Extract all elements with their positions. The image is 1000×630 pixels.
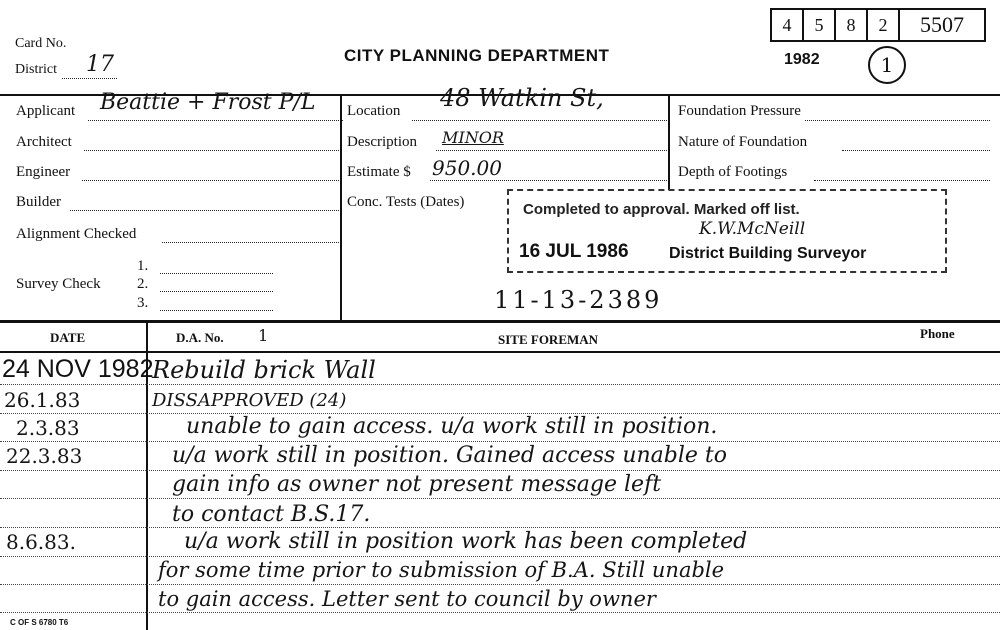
- entry-text: gain info as owner not present message left: [172, 472, 662, 497]
- survey-item-2: 2.: [137, 276, 149, 292]
- stamp-line1: Completed to approval. Marked off list.: [523, 201, 800, 218]
- entry-text: u/a work still in position. Gained access unable to: [172, 443, 727, 468]
- survey-check-label: Survey Check: [16, 276, 101, 292]
- card-no-label: Card No.: [15, 36, 67, 51]
- estimate-value: 950.00: [432, 156, 502, 180]
- page-title: CITY PLANNING DEPARTMENT: [344, 46, 610, 65]
- entry-text: to gain access. Letter sent to council by owner: [158, 587, 656, 611]
- da-no-label: D.A. No.: [176, 330, 224, 345]
- estimate-label: Estimate $: [347, 164, 411, 180]
- file-box-2: 5: [802, 8, 836, 42]
- date-column-header: DATE: [50, 330, 86, 345]
- district-label: District: [15, 62, 57, 77]
- site-foreman-header: SITE FOREMAN: [498, 332, 599, 347]
- applicant-value: Beattie + Frost P/L: [100, 90, 316, 115]
- entry-date: 26.1.83: [4, 388, 81, 412]
- approval-stamp: [507, 189, 947, 273]
- entry-date: 8.6.83.: [6, 530, 76, 554]
- district-value: 17: [86, 52, 114, 77]
- footer-code: C OF S 6780 T6: [10, 618, 69, 627]
- builder-label: Builder: [16, 194, 61, 210]
- engineer-label: Engineer: [16, 164, 71, 180]
- entry-text: u/a work still in position work has been completed: [184, 529, 748, 554]
- survey-item-1: 1.: [137, 258, 149, 274]
- entry-date: 2.3.83: [16, 416, 80, 440]
- entry-text: to contact B.S.17.: [172, 502, 371, 527]
- phone-header: Phone: [920, 326, 955, 341]
- stamp-signature: K.W.McNeill: [699, 219, 806, 239]
- location-value: 48 Watkin St,: [440, 84, 604, 112]
- foundation-pressure-label: Foundation Pressure: [678, 103, 801, 119]
- entry-date: 22.3.83: [6, 444, 83, 468]
- entry-date: 24 NOV 1982: [2, 355, 154, 383]
- circled-number: 1: [868, 46, 906, 84]
- description-label: Description: [347, 134, 417, 150]
- alignment-label: Alignment Checked: [16, 226, 137, 242]
- year-label: 1982: [784, 51, 820, 68]
- file-box-1: 4: [770, 8, 804, 42]
- file-box-3: 8: [834, 8, 868, 42]
- file-number-box: 5507: [898, 8, 986, 42]
- conc-tests-label: Conc. Tests (Dates): [347, 194, 465, 210]
- survey-item-3: 3.: [137, 295, 149, 311]
- entry-text: unable to gain access. u/a work still in position.: [186, 414, 718, 439]
- stamp-date: 16 JUL 1986: [519, 241, 629, 262]
- description-value: MINOR: [442, 128, 504, 147]
- reference-number: 11-13-2389: [494, 286, 663, 314]
- stamp-office: District Building Surveyor: [669, 245, 867, 262]
- file-box-4: 2: [866, 8, 900, 42]
- depth-of-footings-label: Depth of Footings: [678, 164, 788, 180]
- location-label: Location: [347, 103, 401, 119]
- entry-text: DISSAPPROVED (24): [152, 390, 347, 411]
- applicant-label: Applicant: [16, 103, 76, 119]
- entry-text: Rebuild brick Wall: [152, 356, 376, 384]
- da-no-value: 1: [258, 326, 269, 345]
- entry-text: for some time prior to submission of B.A. Still unable: [158, 558, 725, 582]
- nature-of-foundation-label: Nature of Foundation: [678, 134, 808, 150]
- architect-label: Architect: [16, 134, 72, 150]
